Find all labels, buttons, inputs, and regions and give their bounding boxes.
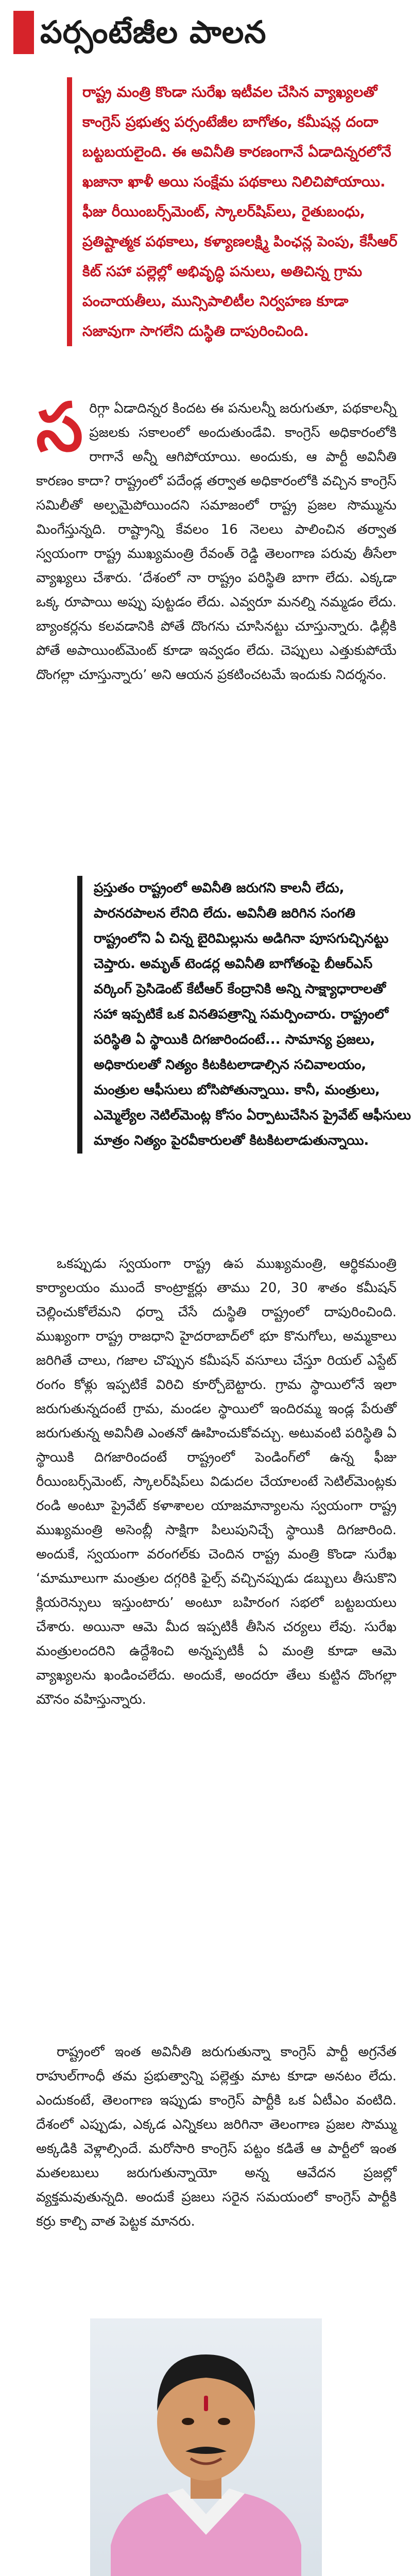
pull-quote-text: ప్రస్తుతం రాష్ట్రంలో అవినీతి జరుగని కాలనీ లేదు, పారనరపాలన లేనిది లేదు. అవినీతి జరిగిన సంగతి రాష్ట్రంలోని ఏ చిన్న బైరిమిల్లును అడిగినా పూసగుచ్చినట్టు చెప్తారు. అమృత్ టెండర్ల అవినీతి బాగోతంపై బీఆర్ఎస్ వర్కింగ్ ప్రెసిడెంట్ కేటీఆర్ కేంద్రానికి అన్ని సాక్ష్యాధారాలతో సహా ఇప్పటికే ఒక వినతిపత్రాన్ని సమర్పించారు. రాష్ట్రంలో పరిస్థితి ఏ స్థాయికి దిగజారిందంటే... సామాన్య ప్రజలు, అధికారులతో నిత్యం కిటకిటలాడాల్సిన సచివాలయం, మంత్రుల ఆఫీసులు బోసిపోతున్నాయి. కానీ, మంత్రులు, ఎమ్మెల్యేల నెటిల్‌మెంట్ల కోసం ఏర్పాటుచేసిన ప్రైవేట్ ఆఫీసులు మాత్రం నిత్యం పైరవీకారులతో కిటకిటలాడుతున్నాయి. — [94, 880, 411, 1148]
intro-section — [36, 388, 397, 687]
headline-accent-bar — [13, 11, 34, 54]
author-portrait-icon — [90, 2318, 322, 2576]
lead-paragraph-block — [67, 77, 402, 346]
pull-quote — [77, 876, 412, 1154]
intro-text: రిగ్గా ఏడాదిన్నర కిందట ఈ పనులన్నీ జరుగుతూ, పథకాలన్నీ ప్రజలకు సకాలంలో అందుతుండేవి. కాంగ్రెస్ అధికారంలోకి రాగానే అన్నీ ఆగిపోయాయి. అందుకు, ఆ పార్టీ అవినీతి కారణం కాదా? రాష్ట్రంలో పదేండ్ల తర్వాత అధికారంలోకి వచ్చిన కాంగ్రెస్ సమిలీతో అల్పమైపోయిందని సమాజంలో రాష్ట్ర ప్రజల సొమ్మును మింగేస్తున్నది. రాష్ట్రాన్ని కేవలం 16 నెలలు పాలించిన తర్వాత స్వయంగా రాష్ట్ర ముఖ్యమంత్రి రేవంత్ రెడ్డి తెలంగాణ పరువు తీసేలా వ్యాఖ్యలు చేశారు. ‘దేశంలో నా రాష్ట్రం పరిస్థితి బాగా లేదు. ఎక్కడా ఒక్క రూపాయి అప్పు పుట్టడం లేదు. ఎవ్వరూ మనల్ని నమ్మడం లేదు. బ్యాంకర్లను కలవడానికి పోతే దొంగను చూసినట్టు చూస్తున్నారు. ఢిల్లీకి పోతే అపాయింట్‌మెంట్ కూడా ఇవ్వడం లేదు. చెప్పులు ఎత్తుకుపోయే దొంగల్లా చూస్తున్నారు’ అని ఆయన ప్రకటించటమే ఇందుకు నిదర్శనం. — [36, 401, 397, 683]
body-paragraph-2: ఒకప్పుడు స్వయంగా రాష్ట్ర ఉప ముఖ్యమంత్రి, ఆర్థికమంత్రి కార్యాలయం ముందే కాంట్రాక్టర్లు తాము 20, 30 శాతం కమీషన్ చెల్లించుకోలేమని ధర్నా చేసే దుస్థితి రాష్ట్రంలో దాపురించింది. ముఖ్యంగా రాష్ట్ర రాజధాని హైదరాబాద్‌లో భూ కొనుగోలు, అమ్మకాలు జరిగితే చాలు, గజాల చొప్పున కమీషన్ వసూలు చేస్తూ రియల్ ఎస్టేట్ రంగం కోళ్లు ఇప్పటికే విరిచి కూర్చోబెట్టారు. గ్రామ స్థాయిలోనే ఇలా జరుగుతున్నదంటే గ్రామ, మండల స్థాయిలో ఇందిరమ్మ ఇండ్ల పేరుతో జరుగుతున్న అవినీతి ఎంతనో ఊహించుకోవచ్చు. అటువంటి పరిస్థితి ఏ స్థాయికి దిగజారిందంటే రాష్ట్రంలో పెండింగ్‌లో ఉన్న ఫీజు రీయింబర్స్‌మెంట్, స్కాలర్‌షిప్‌లు విడుదల చేయాలంటే సెటిల్‌మెంట్లకు రండి అంటూ ప్రైవేట్ కళాశాలల యాజమాన్యాలను స్వయంగా రాష్ట్ర ముఖ్యమంత్రి అసెంబ్లీ సాక్షిగా పిలుపునిచ్చే స్థాయికి దిగజారింది. అందుకే, స్వయంగా వరంగల్‌కు చెందిన రాష్ట్ర మంత్రి కొండా సురేఖ ‘మామూలుగా మంత్రుల దగ్గరికి ఫైల్స్ వచ్చినప్పుడు డబ్బులు తీసుకొని క్లియరెన్సులు ఇస్తుంటారు’ అంటూ బహిరంగ సభలో బట్టబయలు చేశారు. అయినా ఆమె మీద ఇప్పటికీ తీసిన చర్యలు లేవు. సురేఖ మంత్రులందరిని ఉద్దేశించి అన్నప్పటికీ ఏ మంత్రి కూడా ఆమె వ్యాఖ్యలను ఖండించలేదు. అందుకే, అందరూ తేలు కుట్టిన దొంగల్లా మౌనం వహిస్తున్నారు. — [36, 1256, 397, 1707]
drop-cap: స — [36, 388, 83, 466]
lead-paragraph: రాష్ట్ర మంత్రి కొండా సురేఖ ఇటీవల చేసిన వ్యాఖ్యలతో కాంగ్రెస్ ప్రభుత్వ పర్సంటేజీల బాగోతం, కమీషన్ల దందా బట్టబయలైంది. ఈ అవినీతి కారణంగానే ఏడాదిన్నరలోనే ఖజానా ఖాళీ అయి సంక్షేమ పథకాలు నిలిచిపోయాయి. ఫీజు రీయింబర్స్‌మెంట్, స్కాలర్‌షిప్‌లు, రైతుబంధు, ప్రతిష్టాత్మక పథకాలు, కళ్యాణలక్ష్మి పింఛన్ల పెంపు, కేసీఆర్ కిట్ సహా పల్లెల్లో అభివృద్ధి పనులు, అతిచిన్న గ్రామ పంచాయతీలు, మున్సిపాలిటీల నిర్వహణ కూడా సజావుగా సాగలేని దుస్థితి దాపురించింది. — [82, 83, 398, 340]
headline: పర్సంటేజీల పాలన — [40, 14, 267, 50]
author-photo — [90, 2318, 322, 2576]
intro-paragraph — [36, 388, 397, 687]
body-section-2 — [36, 1252, 397, 1712]
body-paragraph-3: రాష్ట్రంలో ఇంత అవినీతి జరుగుతున్నా కాంగ్రెస్ పార్టీ అగ్రనేత రాహుల్‌గాంధీ తమ ప్రభుత్వాన్ని పల్లెత్తు మాట కూడా అనటం లేదు. ఎందుకంటే, తెలంగాణ ఇప్పుడు కాంగ్రెస్ పార్టీకి ఒక ఏటీఎం వంటిది. దేశంలో ఎప్పుడు, ఎక్కడ ఎన్నికలు జరిగినా తెలంగాణ ప్రజల సొమ్ము అక్కడికి వెళ్లాల్సిందే. మరోసారి కాంగ్రెస్ పట్టం కడితే ఆ పార్టీలో ఇంత మతలబులు జరుగుతున్నాయో అన్న ఆవేదన ప్రజల్లో వ్యక్తమవుతున్నది. అందుకే ప్రజలు సరైన సమయంలో కాంగ్రెస్ పార్టీకి కర్రు కాల్చి వాత పెట్టక మానరు. — [36, 2044, 397, 2229]
body-section-3 — [36, 2040, 397, 2234]
headline-block — [13, 4, 405, 61]
